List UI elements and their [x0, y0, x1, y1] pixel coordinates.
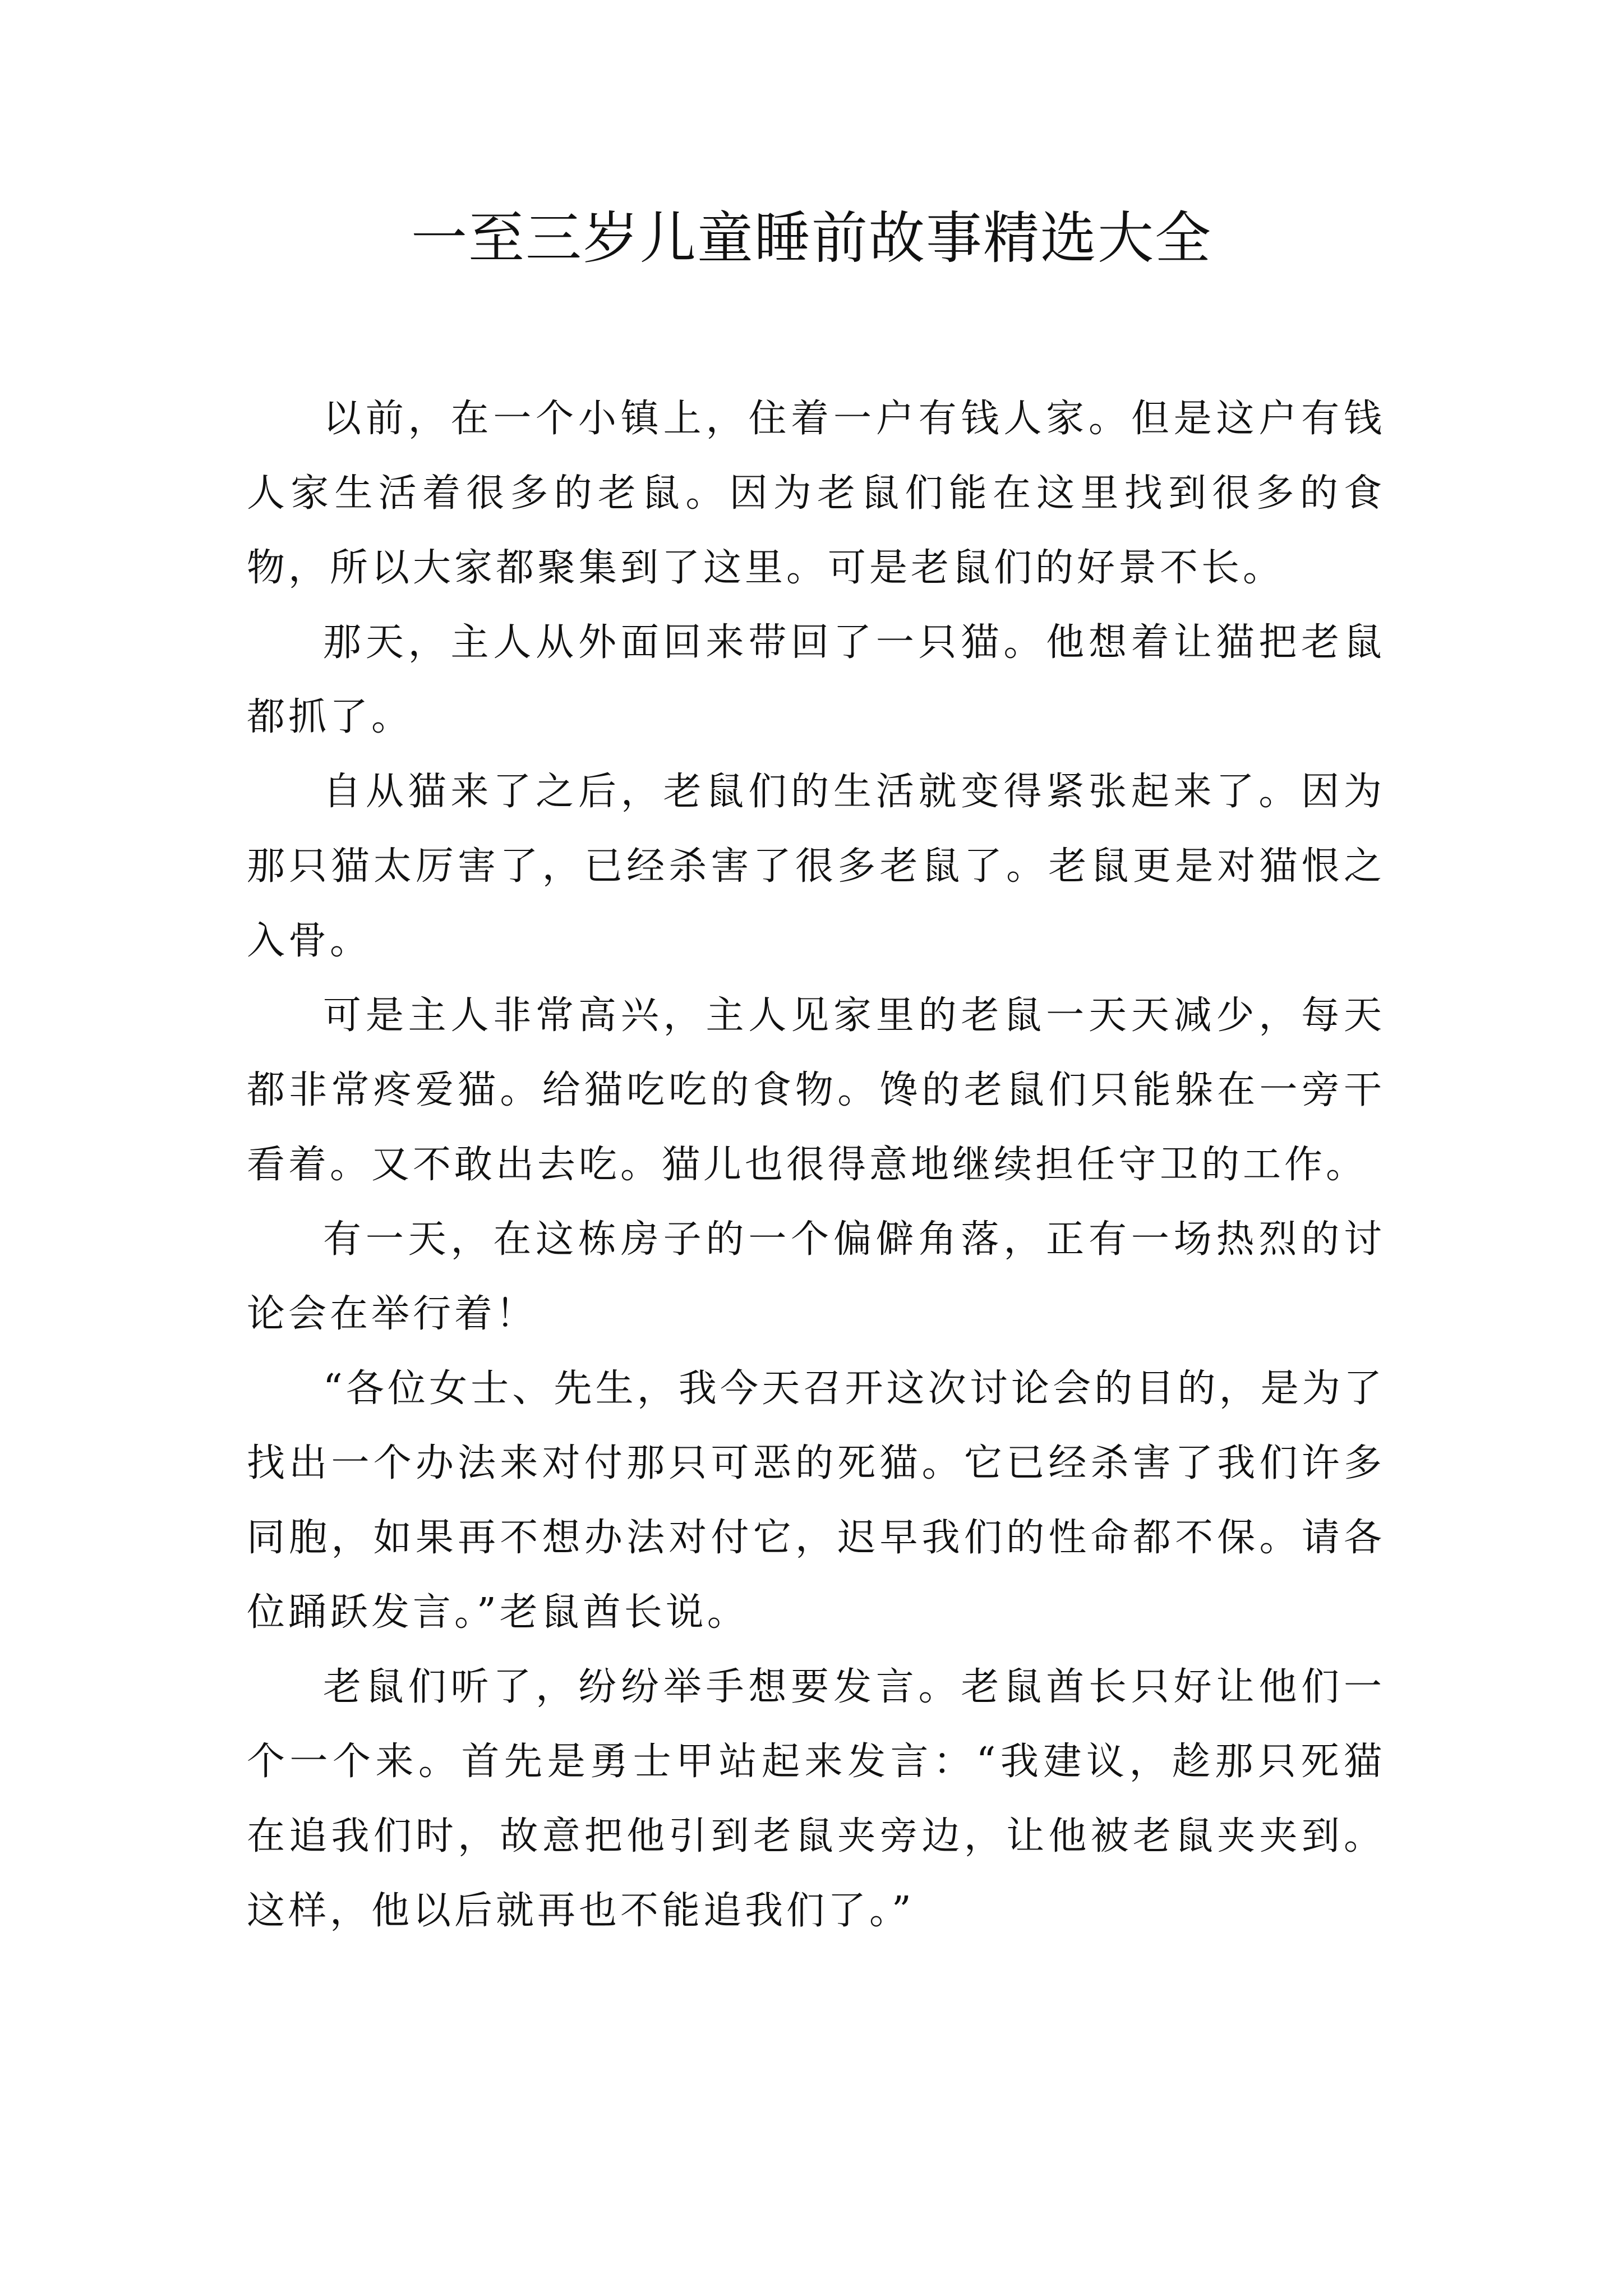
paragraph: 自从猫来了之后，老鼠们的生活就变得紧张起来了。因为那只猫太厉害了，已经杀害了很多老鼠了。老鼠更是对猫恨之入骨。	[247, 770, 1385, 963]
document-body	[247, 381, 1385, 1948]
paragraph: 有一天，在这栋房子的一个偏僻角落，正有一场热烈的讨论会在举行着！	[247, 1217, 1385, 1336]
paragraph: 那天，主人从外面回来带回了一只猫。他想着让猫把老鼠都抓了。	[247, 620, 1385, 739]
paragraph: 老鼠们听了，纷纷举手想要发言。老鼠酋长只好让他们一个一个来。首先是勇士甲站起来发言：“我建议，趁那只死猫在追我们时，故意把他引到老鼠夹旁边，让他被老鼠夹夹到。这样，他以后就再也不能追我们了。”	[247, 1665, 1385, 1933]
paragraph: 可是主人非常高兴，主人见家里的老鼠一天天减少，每天都非常疼爱猫。给猫吃吃的食物。馋的老鼠们只能躲在一旁干看着。又不敢出去吃。猫儿也很得意地继续担任守卫的工作。	[247, 993, 1385, 1187]
document-title: 一至三岁儿童睡前故事精选大全	[411, 205, 1212, 271]
paragraph: 以前，在一个小镇上，住着一户有钱人家。但是这户有钱人家生活着很多的老鼠。因为老鼠们能在这里找到很多的食物，所以大家都聚集到了这里。可是老鼠们的好景不长。	[247, 397, 1385, 590]
paragraph: “各位女士、先生，我今天召开这次讨论会的目的，是为了找出一个办法来对付那只可恶的死猫。它已经杀害了我们许多同胞，如果再不想办法对付它，迟早我们的性命都不保。请各位踊跃发言。”老鼠酋长说。	[247, 1366, 1385, 1635]
